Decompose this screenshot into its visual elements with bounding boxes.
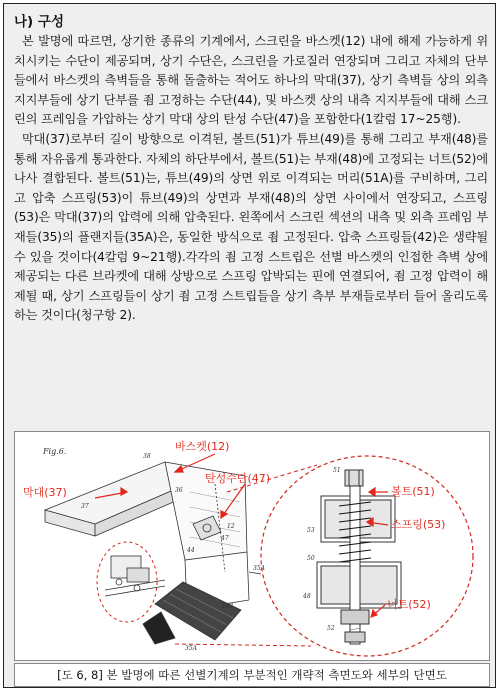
ref-12: 12 <box>227 523 235 530</box>
paragraph-1: 본 발명에 따르면, 상기한 종류의 기계에서, 스크린을 바스켓(12) 내에 해제 가능하게 위치시키는 수단이 제공되며, 상기 수단은, 스크린을 가로질러 연장되며 그리고 자체의 단부들에서 바스켓의 측벽들을 통해 돌출하는 적어도 하나의 막대(37), 상기 측벽들 상의 외측 지지부들에 상기 단부를 죔 고정하는 수단(44), 및 바스켓 상의 내측 지지부들에 대해 스크린의 프레임을 가압하는 상기 막대 상의 탄성 수단(47)을 포함한다(1칼럼 17~25행). <box>14 34 488 127</box>
patent-figure <box>14 431 490 661</box>
label-basket: 바스켓(12) <box>175 440 230 453</box>
ref-35A: 35A <box>253 565 265 572</box>
fig-label: Fig.6. <box>43 447 67 456</box>
machine-sketch <box>45 462 261 644</box>
ref-36: 36 <box>175 487 183 494</box>
label-spring: 스프링(53) <box>391 518 446 531</box>
ref-53: 53 <box>307 527 315 534</box>
ref-52: 52 <box>327 625 335 632</box>
ref-47: 47 <box>221 535 229 542</box>
label-nut: 너트(52) <box>387 598 431 611</box>
ref-35B: 35B <box>221 603 234 610</box>
label-bar: 막대(37) <box>23 486 67 499</box>
figure-drawing <box>15 432 489 660</box>
ref-50: 50 <box>307 555 315 562</box>
ref-35A-lower: 35A <box>185 645 197 652</box>
ref-37: 37 <box>81 503 89 510</box>
document-panel <box>3 3 496 688</box>
label-elastic-means: 탄성수단(47) <box>205 472 271 485</box>
section-body <box>14 32 488 326</box>
ref-48: 48 <box>303 593 311 600</box>
section-heading: 나) 구성 <box>14 14 64 30</box>
label-bolt: 볼트(51) <box>391 485 435 498</box>
paragraph-2: 막대(37)로부터 길이 방향으로 이격된, 볼트(51)가 튜브(49)를 통해 그리고 부재(48)를 통해 자유롭게 통과한다. 자체의 하단부에서, 볼트(51)는 부재(48)에 고정되는 너트(52)에 나사 결합된다. 볼트(51)는, 튜브(49)의 상면 위로 이격되는 머리(51A)를 구비하며, 그리고 압축 스프링(53)이 튜브(49)의 상면과 부재(48)의 상면 사이에서 연장되고, 스프링(53)은 막대(37)의 압력에 의해 압축된다. 왼쪽에서 스크린 섹션의 내측 및 외측 프레임 부재들(35)의 플랜지들(35A)은, 동일한 방식으로 죔 고정된다. 압축 스프링들(42)은 생략될 수 있을 것이다(4칼럼 9~21행).각각의 죔 고정 스트립은 선별 바스켓의 인접한 측벽 상에 제공되는 다른 브라켓에 대해 상방으로 스프링 압박되는 핀에 연결되어, 죔 고정 압력이 해제될 때, 상기 스프링들이 상기 죔 고정 스트립들을 상기 측부 부재들로부터 들어 올리도록 하는 것이다(청구항 2). <box>14 131 488 323</box>
detail-circle <box>261 456 473 656</box>
ref-38: 38 <box>143 453 151 460</box>
ref-51: 51 <box>333 467 341 474</box>
ref-44: 44 <box>187 547 195 554</box>
figure-caption: [도 6, 8] 본 발명에 따른 선별기계의 부분적인 개략적 측면도와 세부의 단면도 <box>14 663 490 687</box>
